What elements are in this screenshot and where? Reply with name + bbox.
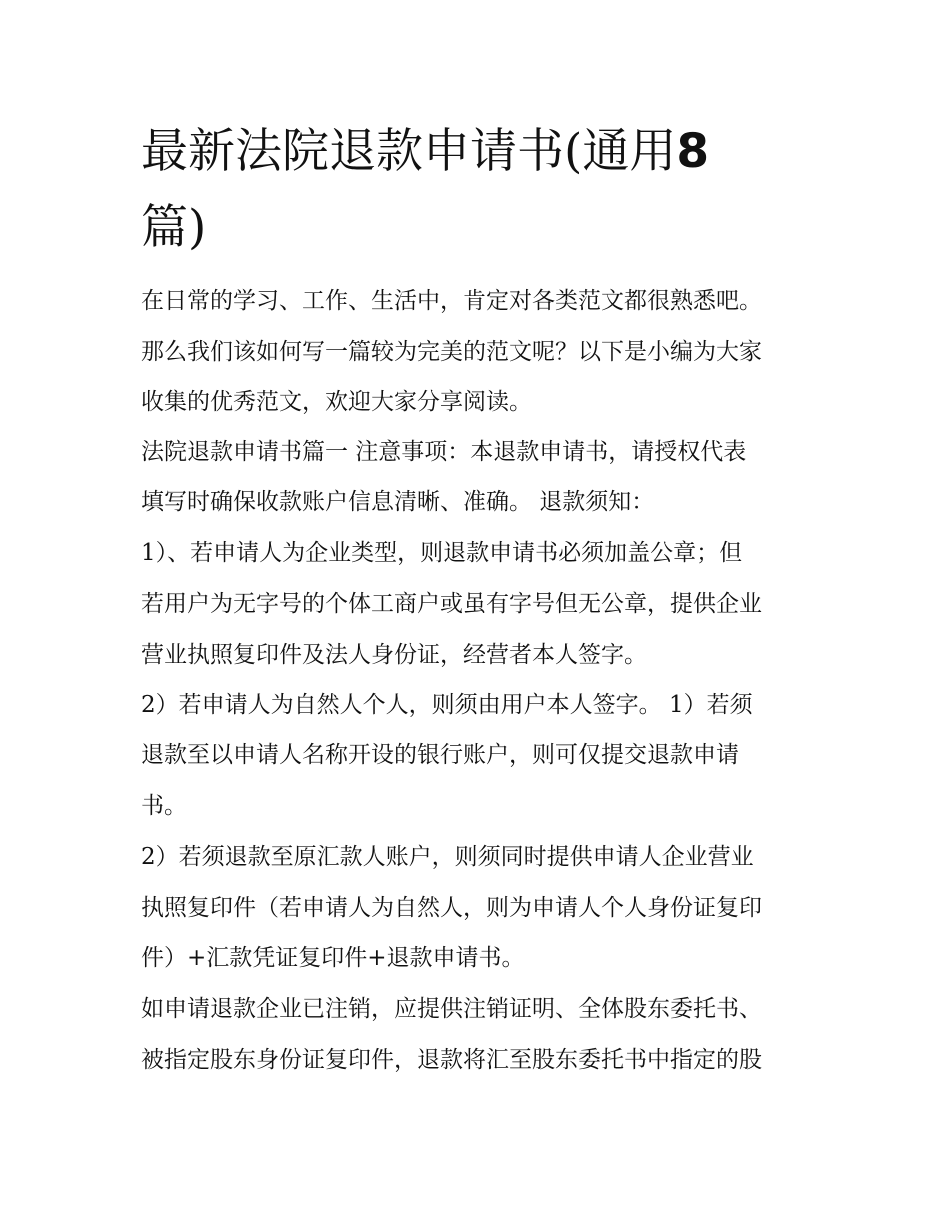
- body-line: 法院退款申请书篇一 注意事项：本退款申请书，请授权代表: [141, 439, 747, 465]
- body-line: 2）若申请人为自然人个人，则须由用户本人签字。 1）若须: [141, 692, 753, 718]
- body-line: 营业执照复印件及法人身份证，经营者本人签字。: [141, 642, 647, 668]
- body-line: 在日常的学习、工作、生活中，肯定对各类范文都很熟悉吧。: [141, 288, 762, 314]
- body-line: 书。: [141, 793, 187, 819]
- document-title: [141, 114, 821, 266]
- body-line: 退款至以申请人名称开设的银行账户，则可仅提交退款申请: [141, 742, 739, 768]
- body-line: 填写时确保收款账户信息清晰、准确。 退款须知：: [141, 489, 655, 515]
- title-text: 最新法院退款申请书(通用: [141, 124, 677, 179]
- title-text-continued: 篇): [141, 200, 207, 255]
- body-line: 收集的优秀范文，欢迎大家分享阅读。: [141, 389, 532, 415]
- title-number: 8: [676, 124, 710, 179]
- body-line: 被指定股东身份证复印件，退款将汇至股东委托书中指定的股: [141, 1047, 762, 1073]
- body-line: 执照复印件（若申请人为自然人，则为申请人个人身份证复印: [141, 895, 762, 921]
- body-line: 那么我们该如何写一篇较为完美的范文呢？以下是小编为大家: [141, 339, 762, 365]
- body-line: 2）若须退款至原汇款人账户，则须同时提供申请人企业营业: [141, 844, 754, 870]
- body-line: 1）、若申请人为企业类型，则退款申请书必须加盖公章；但: [141, 540, 743, 566]
- body-line: 如申请退款企业已注销，应提供注销证明、全体股东委托书、: [141, 996, 762, 1022]
- body-line: 若用户为无字号的个体工商户或虽有字号但无公章，提供企业: [141, 591, 762, 617]
- body-line: 件）+汇款凭证复印件+退款申请书。: [141, 945, 525, 971]
